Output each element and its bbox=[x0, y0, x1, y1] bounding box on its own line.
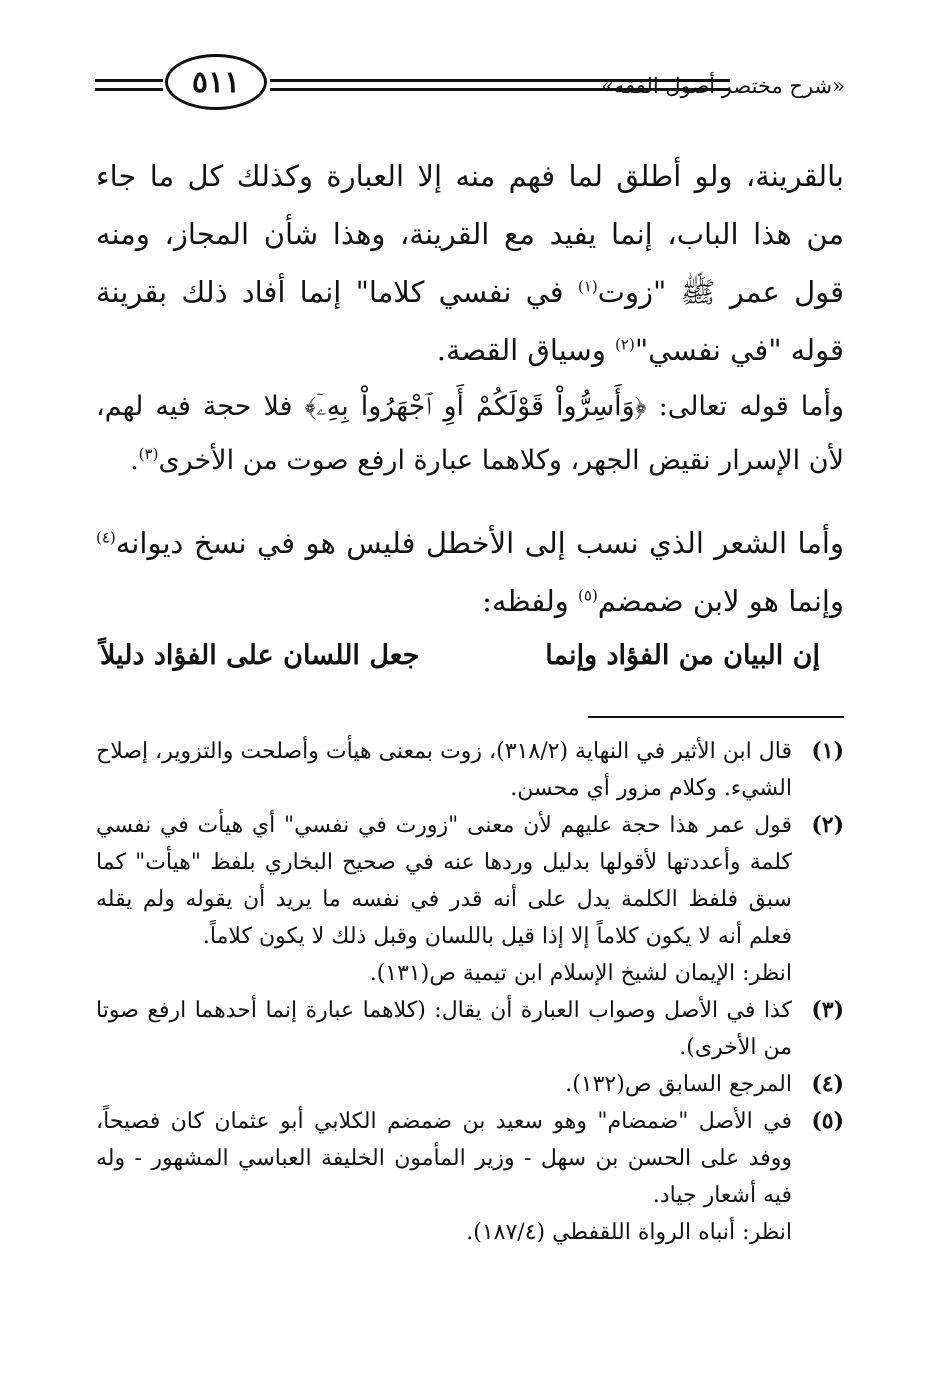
footnote-number: (٢) bbox=[811, 812, 844, 838]
paragraph-text: بالقرينة، ولو أطلق لما فهم منه إلا العبارة وكذلك كل ما جاء من هذا الباب، إنما يفيد مع القرينة، وهذا شأن المجاز، ومنه قول عمر ﷺ "زوت bbox=[96, 159, 844, 309]
footnote-citation: انظر: أنباه الرواة اللقفطي (١٨٧/٤). bbox=[466, 1220, 792, 1245]
footnote-text: المرجع السابق ص(١٣٢). bbox=[565, 1072, 792, 1097]
paragraph-2 bbox=[96, 380, 844, 488]
footnote bbox=[96, 733, 844, 807]
footnote-number: (٣) bbox=[811, 997, 844, 1023]
footnote-text: في الأصل "ضمضام" وهو سعيد بن ضمضم الكلابي أبو عثمان كان فصيحاً، ووفد على الحسن بن سهل - وزير المأمون الخليفة العباسي المشهور - وله فيه أشعار جياد. bbox=[96, 1109, 792, 1208]
paragraph-text: وسياق القصة. bbox=[436, 333, 616, 367]
paragraph-text: وأما قوله تعالى: ﴿وَأَسِرُّواْ قَوْلَكُمْ أَوِ ٱجْهَرُواْ بِهِۦٓ﴾ فلا حجة فيه لهم، لأن الإسرار نقيض الجهر، وكلاهما عبارة ارفع صوت من الأخرى bbox=[96, 391, 844, 476]
page-number: ٥١١ bbox=[191, 64, 241, 100]
footnotes bbox=[96, 733, 844, 1251]
paragraph-text: ولفظه: bbox=[482, 584, 579, 618]
footnote-text: قال ابن الأثير في النهاية (٣١٨/٢)، زوت بمعنى هيأت وأصلحت والتزوير، إصلاح الشيء. وكلام مزور أي محسن. bbox=[96, 739, 792, 801]
footnote bbox=[96, 992, 844, 1066]
footnote bbox=[96, 1103, 844, 1214]
paragraph-text: وإنما هو لابن ضمضم bbox=[597, 584, 844, 618]
header-rule bbox=[95, 88, 163, 91]
paragraph-text: في نفسي كلاما" إنما أفاد ذلك بقرينة قوله "في نفسي" bbox=[96, 275, 844, 367]
footnote-separator bbox=[588, 716, 844, 718]
footnote-text: كذا في الأصل وصواب العبارة أن يقال: (كلاهما عبارة إنما أحدهما ارفع صوتا من الأخرى). bbox=[96, 998, 792, 1060]
footnote-reference: (٢) bbox=[615, 335, 635, 354]
footnote-number: (٤) bbox=[811, 1071, 844, 1097]
footnote-text: قول عمر هذا حجة عليهم لأن معنى "زورت في نفسي" أي هيأت في نفسي كلمة وأعددتها لأقولها بدليل وردها عنه في صحيح البخاري بلفظ "هيأت" كما سبق فلفظ الكلمة يدل على أنه قدر في نفسه ما يريد أن يقوله ولم يقله فعلم أنه لا يكون كلاماً إلا إذا قيل باللسان وقبل ذلك لا يكون كلاماً. bbox=[96, 813, 792, 949]
footnote-reference: (٥) bbox=[578, 586, 598, 605]
footnote-number: (٥) bbox=[811, 1108, 844, 1134]
header-rule bbox=[95, 79, 163, 82]
paragraph-1 bbox=[96, 147, 844, 379]
footnote-reference: (١) bbox=[577, 277, 598, 296]
poem-verse bbox=[100, 640, 820, 690]
paragraph-3 bbox=[96, 514, 844, 630]
footnote bbox=[96, 807, 844, 955]
page-header bbox=[95, 52, 845, 122]
paragraph-text: . bbox=[130, 445, 139, 476]
paragraph-text: وأما الشعر الذي نسب إلى الأخطل فليس هو في نسخ ديوانه bbox=[115, 526, 844, 560]
footnote bbox=[96, 1066, 844, 1103]
running-title: «شرح مختصر أصول الفقه» bbox=[601, 74, 845, 98]
poem-hemistich-first: إن البيان من الفؤاد وإنما bbox=[545, 640, 820, 671]
footnote-reference: (٣) bbox=[138, 445, 159, 463]
poem-hemistich-second: جعل اللسان على الفؤاد دليلاً bbox=[100, 640, 420, 671]
footnote-number: (١) bbox=[811, 738, 844, 764]
footnote-citation: انظر: الإيمان لشيخ الإسلام ابن تيمية ص(١٣١). bbox=[369, 961, 792, 986]
page-number-oval bbox=[165, 54, 267, 110]
footnote-reference: (٤) bbox=[96, 528, 116, 547]
